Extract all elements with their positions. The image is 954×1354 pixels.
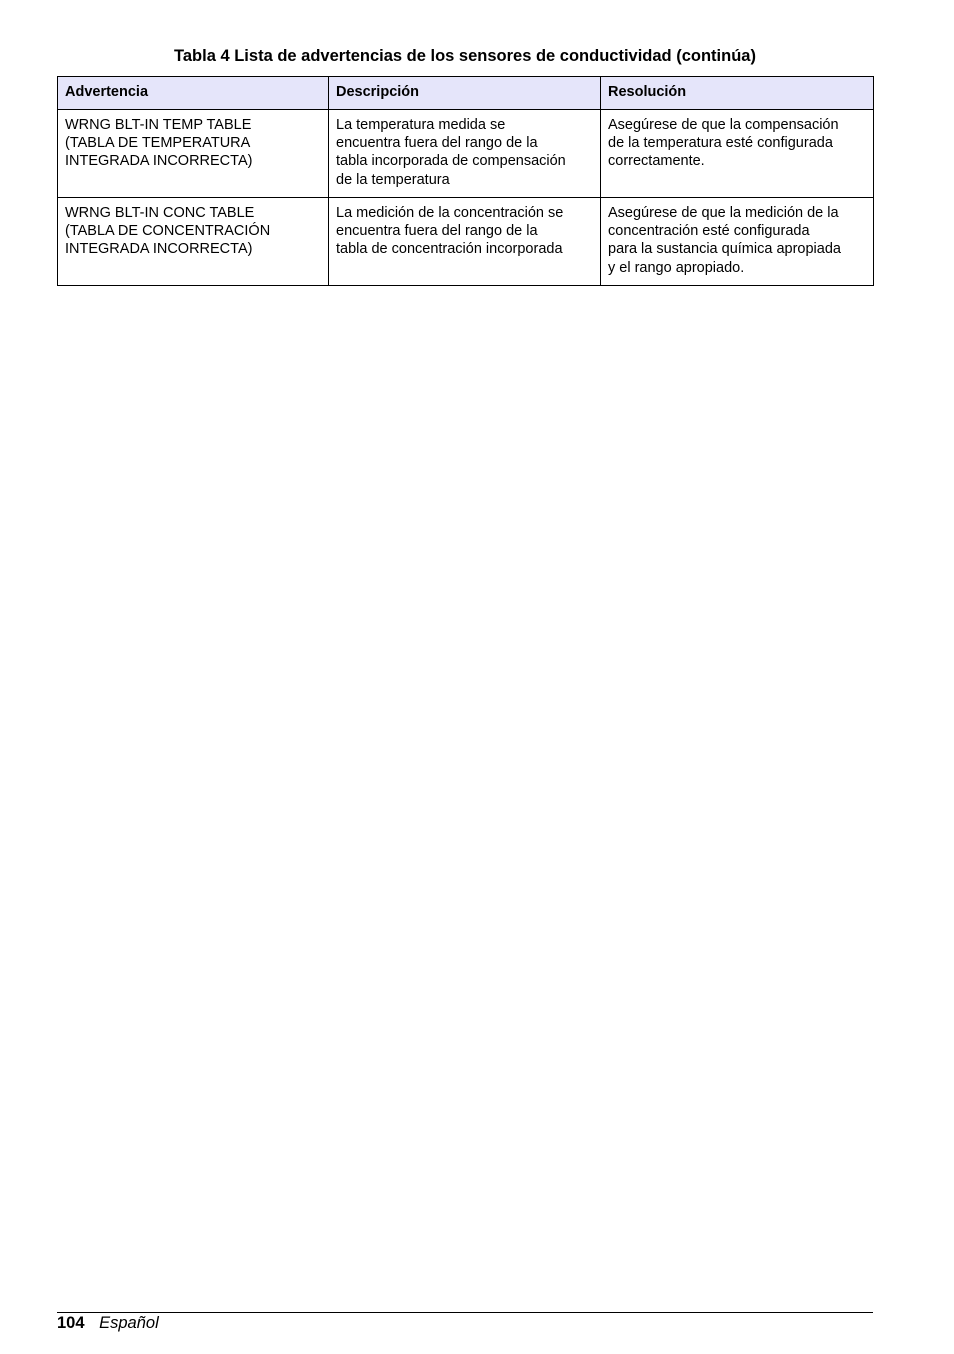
header-advertencia: Advertencia [58, 77, 329, 110]
cell-advertencia: WRNG BLT-IN TEMP TABLE (TABLA DE TEMPERATURA INTEGRADA INCORRECTA) [58, 110, 329, 198]
table-title: Tabla 4 Lista de advertencias de los sensores de conductividad (continúa) [174, 47, 756, 65]
header-descripcion: Descripción [329, 77, 601, 110]
warnings-table [57, 76, 874, 286]
table-header-row [58, 77, 874, 110]
cell-descripcion: La medición de la concentración se encuentra fuera del rango de la tabla de concentración incorporada [329, 198, 601, 286]
footer-language: Español [99, 1314, 159, 1332]
cell-resolucion: Asegúrese de que la compensación de la temperatura esté configurada correctamente. [601, 110, 874, 198]
footer-divider [57, 1312, 873, 1313]
cell-advertencia: WRNG BLT-IN CONC TABLE (TABLA DE CONCENTRACIÓN INTEGRADA INCORRECTA) [58, 198, 329, 286]
cell-descripcion: La temperatura medida se encuentra fuera del rango de la tabla incorporada de compensación de la temperatura [329, 110, 601, 198]
cell-resolucion: Asegúrese de que la medición de la concentración esté configurada para la sustancia química apropiada y el rango apropiado. [601, 198, 874, 286]
page-footer [57, 1313, 159, 1333]
table-row [58, 198, 874, 286]
page-number: 104 [57, 1314, 85, 1332]
header-resolucion: Resolución [601, 77, 874, 110]
table-row [58, 110, 874, 198]
